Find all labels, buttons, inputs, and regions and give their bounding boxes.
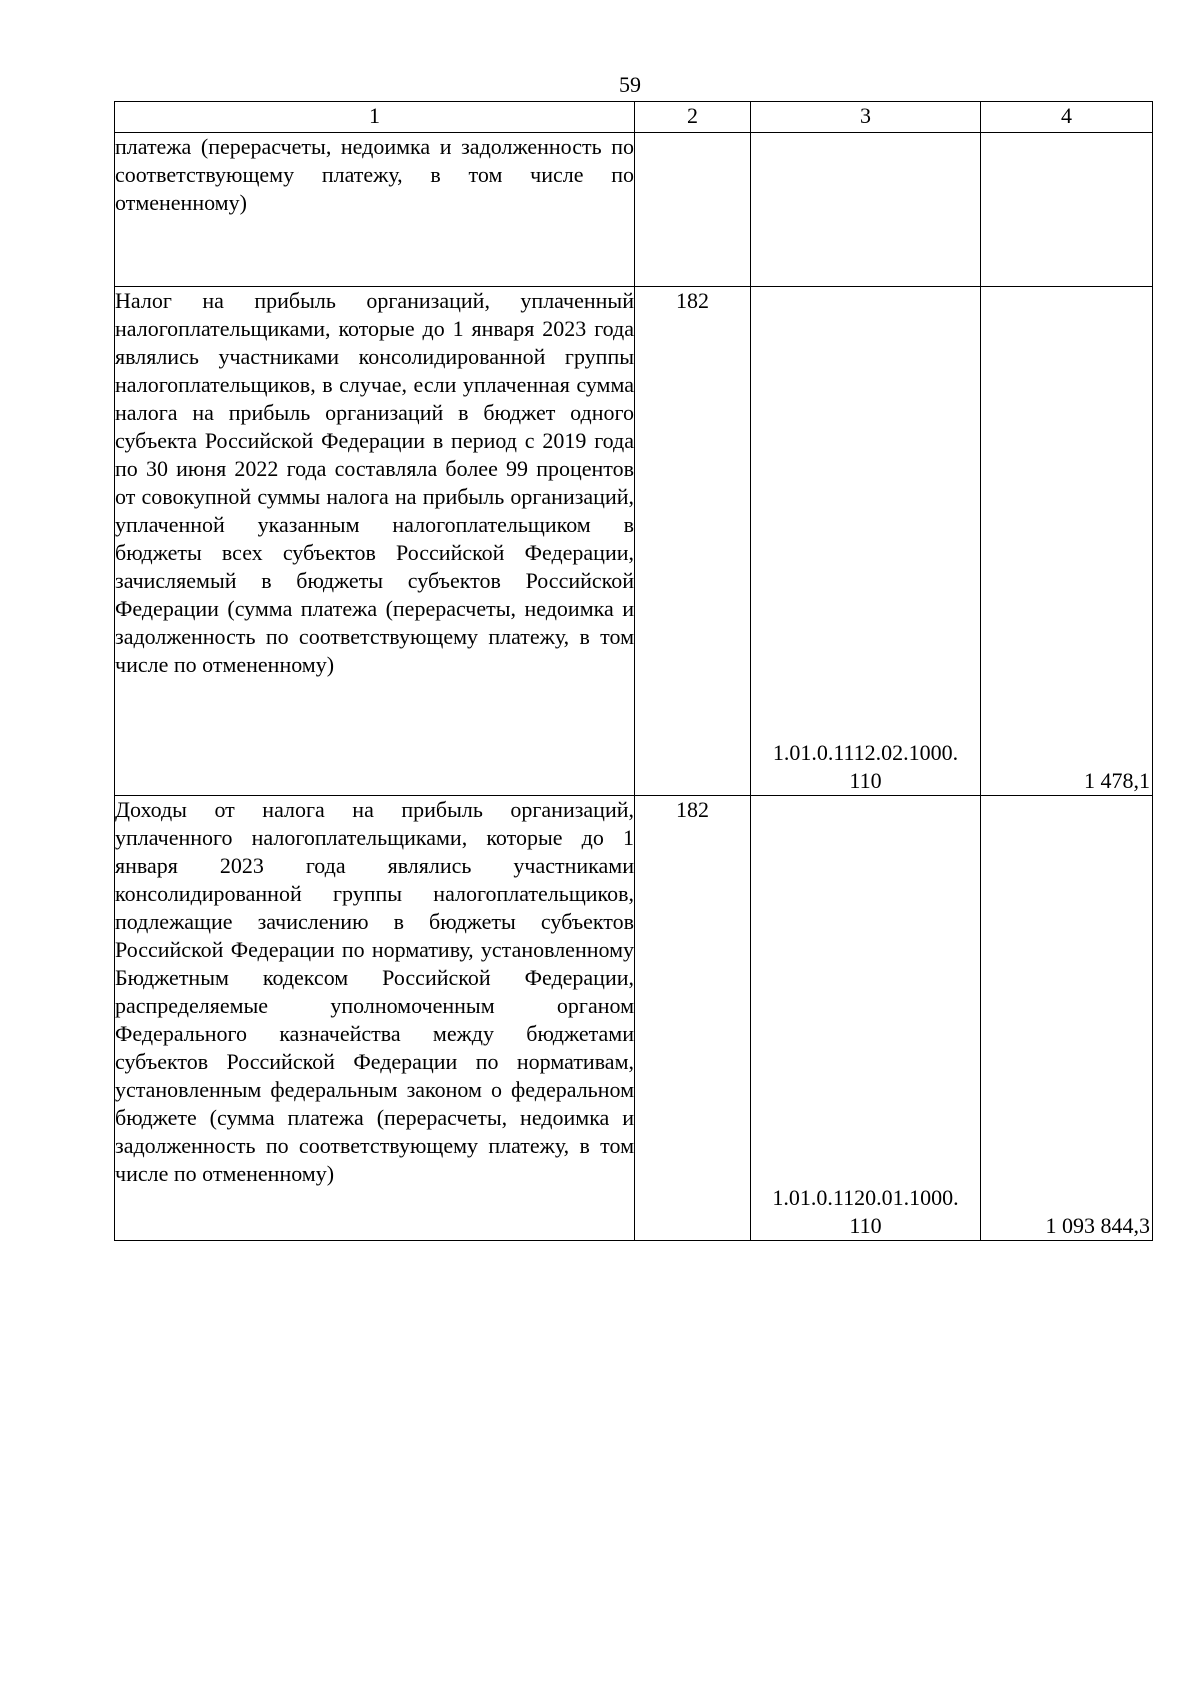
amount-value: 1 093 844,3 — [1045, 1213, 1150, 1238]
page-number: 59 — [619, 72, 641, 97]
table-header-row — [115, 102, 1153, 133]
admin-code-cell: 182 — [635, 796, 751, 1241]
kbk-code: 1.01.0.1120.01.1000. 110 — [772, 1185, 959, 1238]
admin-code-cell: 182 — [635, 287, 751, 796]
table-row — [115, 796, 1153, 1241]
kbk-cell — [751, 287, 981, 796]
kbk-code — [751, 258, 980, 286]
column-header-1: 1 — [115, 102, 635, 133]
revenue-description: Налог на прибыль организаций, уплаченный налогоплательщиками, которые до 1 января 2023 года являлись участниками консолидированной группы налогоплательщиков, в случае, если уплаченная сумма налога на прибыль организаций в бюджет одного субъекта Российской Федерации в период с 2019 года по 30 июня 2022 года составляла более 99 процентов от совокупной суммы налога на прибыль организаций, уплаченной указанным налогоплательщиком в бюджеты всех субъектов Российской Федерации, зачисляемый в бюджеты субъектов Российской Федерации (сумма платежа (перерасчеты, недоимка и задолженность по соответствующему платежу, в том числе по отмененному) — [115, 287, 635, 796]
amount-cell — [981, 796, 1153, 1241]
kbk-cell — [751, 796, 981, 1241]
kbk-code: 1.01.0.1112.02.1000. 110 — [772, 740, 959, 793]
amount-cell — [981, 133, 1153, 287]
revenue-description: Доходы от налога на прибыль организаций, уплаченного налогоплательщиками, которые до 1 января 2023 года являлись участниками консолидированной группы налогоплательщиков, подлежащие зачислению в бюджеты субъектов Российской Федерации по нормативу, установленному Бюджетным кодексом Российской Федерации, распределяемые уполномоченным органом Федерального казначейства между бюджетами субъектов Российской Федерации по нормативам, установленным федеральным законом о федеральном бюджете (сумма платежа (перерасчеты, недоимка и задолженность по соответствующему платежу, в том числе по отмененному) — [115, 796, 635, 1241]
kbk-cell — [751, 133, 981, 287]
revenue-table — [114, 101, 1153, 1241]
revenue-description: платежа (перерасчеты, недоимка и задолженность по соответствующему платежу, в том числе по отмененному) — [115, 133, 635, 287]
amount-value: 1 478,1 — [1084, 768, 1150, 793]
table-row — [115, 287, 1153, 796]
column-header-2: 2 — [635, 102, 751, 133]
table-row — [115, 133, 1153, 287]
admin-code-cell — [635, 133, 751, 287]
column-header-3: 3 — [751, 102, 981, 133]
column-header-4: 4 — [981, 102, 1153, 133]
amount-cell — [981, 287, 1153, 796]
